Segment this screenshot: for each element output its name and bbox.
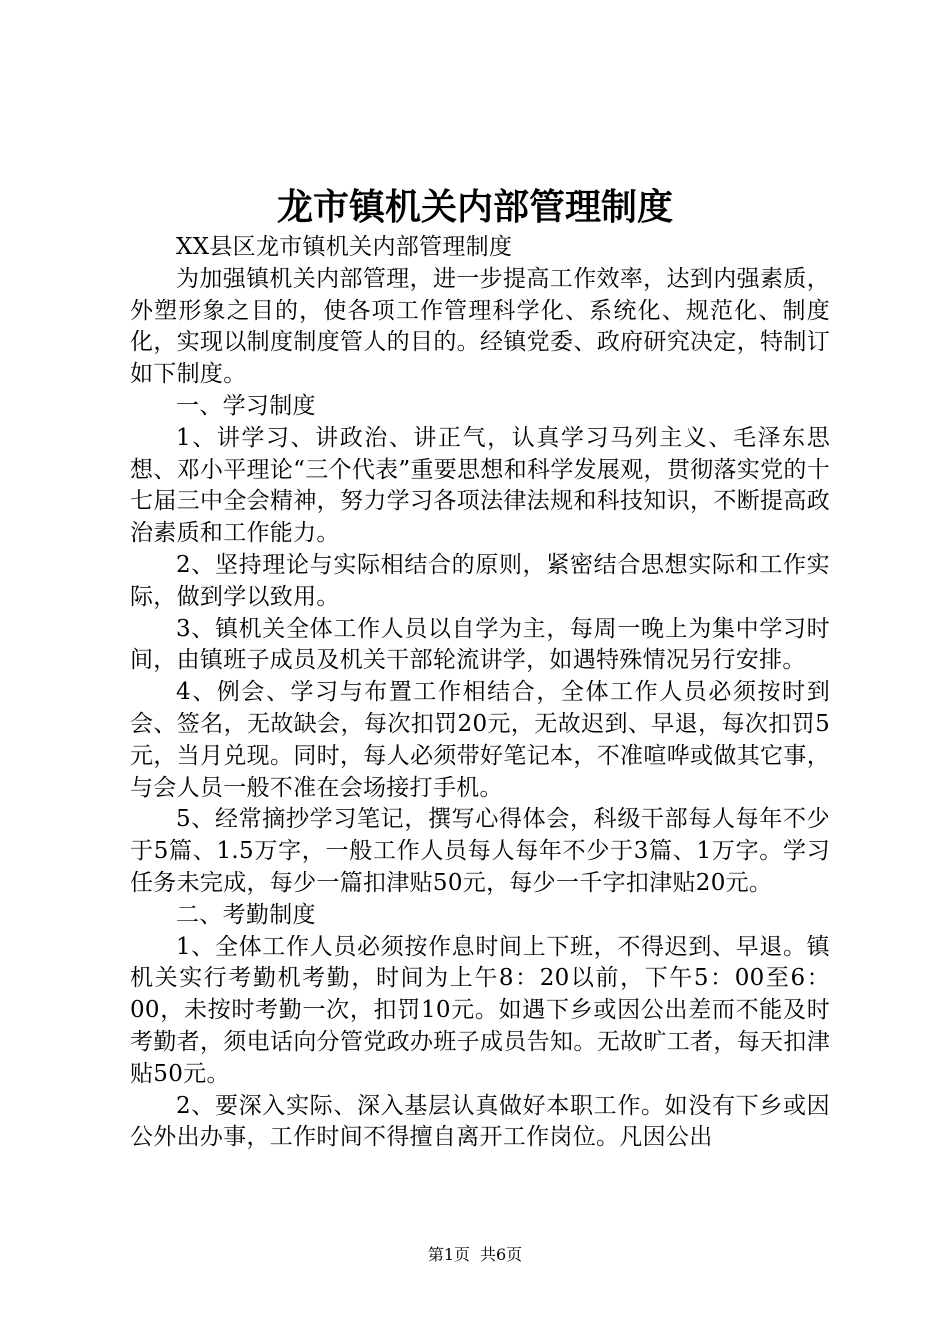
paragraph: 2、要深入实际、深入基层认真做好本职工作。如没有下乡或因公外出办事，工作时间不得擅自离开工作岗位。凡因公出 (130, 1092, 830, 1151)
page-total: 共6页 (480, 1245, 523, 1264)
section-heading: 二、考勤制度 (176, 901, 316, 928)
paragraph: 为加强镇机关内部管理，进一步提高工作效率，达到内强素质，外塑形象之目的，使各项工作管理科学化、系统化、规范化、制度化，实现以制度制度管人的目的。经镇党委、政府研究决定，特制订如下制度。 (130, 265, 830, 388)
paragraph: 1、讲学习、讲政治、讲正气，认真学习马列主义、毛泽东思想、邓小平理论“三个代表”重要思想和科学发展观，贯彻落实党的十七届三中全会精神，努力学习各项法律法规和科技知识，不断提高政治素质和工作能力。 (130, 424, 830, 547)
document-title: 龙市镇机关内部管理制度 (276, 186, 673, 228)
paragraph: 4、例会、学习与布置工作相结合，全体工作人员必须按时到会、签名，无故缺会，每次扣罚20元，无故迟到、早退，每次扣罚5元，当月兑现。同时，每人必须带好笔记本，不准喧哗或做其它事，与会人员一般不准在会场接打手机。 (130, 679, 830, 801)
paragraph: 1、全体工作人员必须按作息时间上下班，不得迟到、早退。镇机关实行考勤机考勤，时间为上午8：20以前，下午5：00至6：00，未按时考勤一次，扣罚10元。如遇下乡或因公出差而不能及时考勤者，须电话向分管党政办班子成员告知。无故旷工者，每天扣津贴50元。 (130, 933, 830, 1087)
page-footer (0, 1244, 950, 1266)
page-number: 第1页 (427, 1245, 470, 1264)
section-heading: 一、学习制度 (176, 392, 316, 419)
paragraph: 2、坚持理论与实际相结合的原则，紧密结合思想实际和工作实际，做到学以致用。 (130, 551, 830, 610)
paragraph: 5、经常摘抄学习笔记，撰写心得体会，科级干部每人每年不少于5篇、1.5万字，一般工作人员每人每年不少于3篇、1万字。学习任务未完成，每少一篇扣津贴50元，每少一千字扣津贴20元。 (130, 806, 830, 896)
document-body (130, 232, 830, 1154)
paragraph: XX县区龙市镇机关内部管理制度 (176, 234, 513, 260)
paragraph: 3、镇机关全体工作人员以自学为主，每周一晚上为集中学习时间，由镇班子成员及机关干部轮流讲学，如遇特殊情况另行安排。 (130, 615, 830, 674)
